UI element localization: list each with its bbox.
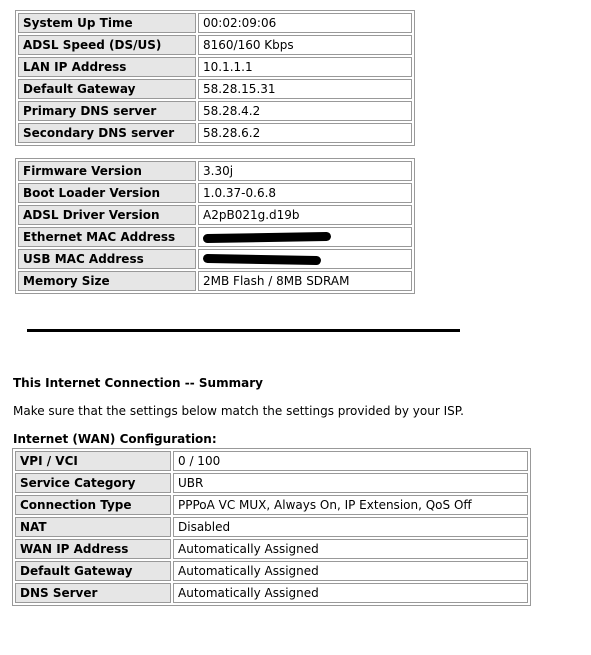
row-value: Automatically Assigned xyxy=(173,539,528,559)
table-row xyxy=(18,57,412,77)
summary-title: This Internet Connection -- Summary xyxy=(13,376,263,390)
table-row xyxy=(18,13,412,33)
table-row xyxy=(15,539,528,559)
redacted-mac-address xyxy=(203,232,331,243)
table-row xyxy=(18,161,412,181)
row-value xyxy=(198,249,412,269)
table-row xyxy=(15,561,528,581)
wan-config-table xyxy=(12,448,531,606)
device-info-table xyxy=(15,158,415,294)
row-label: Boot Loader Version xyxy=(18,183,196,203)
row-value: 00:02:09:06 xyxy=(198,13,412,33)
row-value: 58.28.6.2 xyxy=(198,123,412,143)
row-value: 0 / 100 xyxy=(173,451,528,471)
row-value: 58.28.4.2 xyxy=(198,101,412,121)
row-label: Ethernet MAC Address xyxy=(18,227,196,247)
wan-config-heading: Internet (WAN) Configuration: xyxy=(13,432,217,446)
table-row xyxy=(18,101,412,121)
row-value: 58.28.15.31 xyxy=(198,79,412,99)
row-value xyxy=(198,227,412,247)
table-row xyxy=(18,271,412,291)
row-value: PPPoA VC MUX, Always On, IP Extension, QoS Off xyxy=(173,495,528,515)
row-value: Automatically Assigned xyxy=(173,583,528,603)
table-row xyxy=(18,35,412,55)
table-row xyxy=(15,495,528,515)
row-value: UBR xyxy=(173,473,528,493)
row-label: Secondary DNS server xyxy=(18,123,196,143)
divider xyxy=(27,329,460,332)
row-value: 8160/160 Kbps xyxy=(198,35,412,55)
row-label: Firmware Version xyxy=(18,161,196,181)
row-value: 3.30j xyxy=(198,161,412,181)
table-row xyxy=(18,227,412,247)
table-row xyxy=(18,205,412,225)
row-value: A2pB021g.d19b xyxy=(198,205,412,225)
row-value: 2MB Flash / 8MB SDRAM xyxy=(198,271,412,291)
table-row xyxy=(18,183,412,203)
row-value: Disabled xyxy=(173,517,528,537)
row-value: 10.1.1.1 xyxy=(198,57,412,77)
row-label: System Up Time xyxy=(18,13,196,33)
row-label: Connection Type xyxy=(15,495,171,515)
table-row xyxy=(18,249,412,269)
row-label: Memory Size xyxy=(18,271,196,291)
row-label: LAN IP Address xyxy=(18,57,196,77)
table-row xyxy=(15,583,528,603)
row-label: ADSL Speed (DS/US) xyxy=(18,35,196,55)
row-label: Default Gateway xyxy=(18,79,196,99)
row-label: Service Category xyxy=(15,473,171,493)
row-label: Default Gateway xyxy=(15,561,171,581)
table-row xyxy=(15,473,528,493)
row-label: WAN IP Address xyxy=(15,539,171,559)
redacted-usb-mac-address xyxy=(203,254,321,265)
summary-instruction: Make sure that the settings below match the settings provided by your ISP. xyxy=(13,404,464,418)
row-label: Primary DNS server xyxy=(18,101,196,121)
row-label: NAT xyxy=(15,517,171,537)
row-value: Automatically Assigned xyxy=(173,561,528,581)
row-value: 1.0.37-0.6.8 xyxy=(198,183,412,203)
row-label: VPI / VCI xyxy=(15,451,171,471)
row-label: ADSL Driver Version xyxy=(18,205,196,225)
table-row xyxy=(18,79,412,99)
table-row xyxy=(15,451,528,471)
table-row xyxy=(18,123,412,143)
row-label: DNS Server xyxy=(15,583,171,603)
row-label: USB MAC Address xyxy=(18,249,196,269)
table-row xyxy=(15,517,528,537)
system-info-table xyxy=(15,10,415,146)
